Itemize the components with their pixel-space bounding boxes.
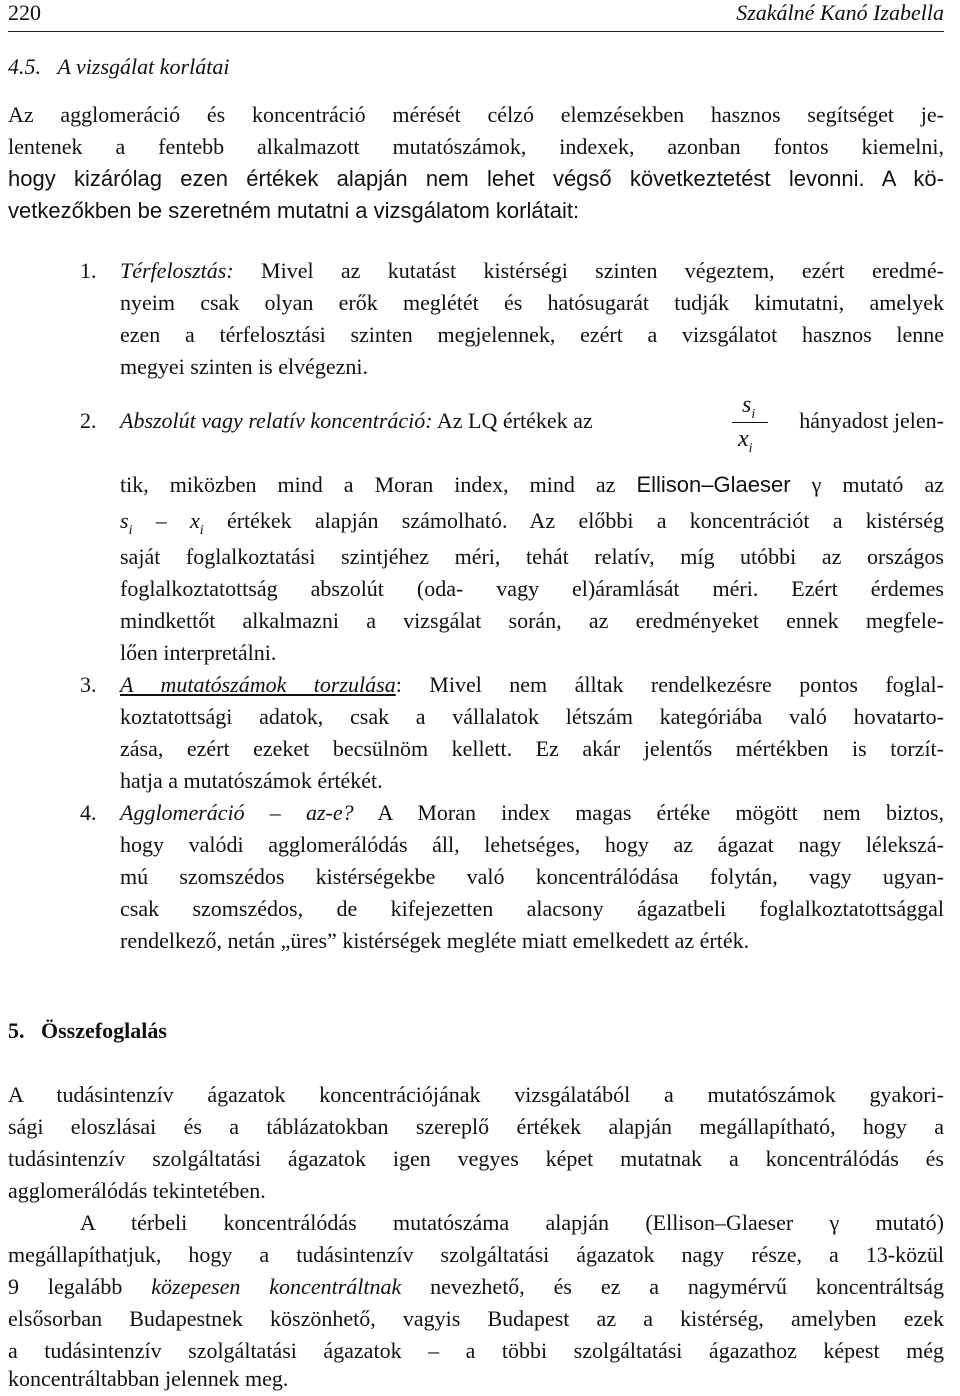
list-line: rendelkező, netán „üres” kistérségek megléte miatt emelkedett az érték. <box>120 928 750 953</box>
list-text: hányadost jelen- <box>799 408 944 433</box>
list-line: saját foglalkoztatási szintjéhez méri, tehát relatív, míg utóbbi az országos <box>120 544 944 569</box>
list-line: foglalkoztatottság abszolút (oda- vagy el)áramlását méri. Ezért érdemes <box>120 576 944 601</box>
paragraph-line: koncentráltabban jelennek meg. <box>8 1366 289 1391</box>
paragraph-line: megállapíthatjuk, hogy a tudásintenzív szolgáltatási ágazatok nagy része, a 13-közül <box>8 1242 944 1267</box>
list-text: A Moran index magas értéke mögött nem biztos, <box>353 800 944 825</box>
paragraph-line: lentenek a fentebb alkalmazott mutatószámok, indexek, azonban fontos kiemelni, <box>8 134 944 159</box>
paragraph-line: Az agglomeráció és koncentráció mérését célzó elemzésekben hasznos segítséget je- <box>8 102 944 127</box>
list-line: lően interpretálni. <box>120 640 277 665</box>
list-line: hogy valódi agglomerálódás áll, lehetséges, hogy az ágazat nagy lélekszá- <box>120 832 944 857</box>
running-author: Szakálné Kanó Izabella <box>736 0 944 25</box>
model-name: Ellison–Glaeser <box>636 472 791 497</box>
fraction-bar <box>732 422 768 423</box>
list-text: Mivel az kutatást kistérségi szinten végeztem, ezért eredmé- <box>261 258 944 283</box>
paragraph-line: elsősorban Budapestnek köszönhető, vagyis Budapest az a kistérség, amelyben ezek <box>8 1306 944 1331</box>
math-x-i: $x_i$ <box>190 508 204 538</box>
list-term: A mutatószámok torzulása <box>120 672 396 697</box>
list-line: mú szomszédos kistérségekbe való koncentrálódása folytán, vagy ugyan- <box>120 864 944 889</box>
list-line: hatja a mutatószámok értékét. <box>120 768 383 793</box>
paragraph-line-emphasis: 9 legalább közepesen koncentráltnak nevezhető, és ez a nagymérvű koncentráltság <box>8 1274 944 1299</box>
list-line: megyei szinten is elvégezni. <box>120 354 369 379</box>
list-item-1-first-line <box>120 258 944 284</box>
section-heading-5: 5. Összefoglalás <box>8 1018 167 1043</box>
paragraph-line: agglomerálódás tekintetében. <box>8 1178 266 1203</box>
list-line: koztatottsági adatok, csak a vállalatok létszám kategóriába való hovatarto- <box>120 704 944 729</box>
page-number: 220 <box>8 0 41 25</box>
header-rule <box>8 31 944 32</box>
paragraph-line: hogy kizárólag ezen értékek alapján nem lehet végső következtetést levonni. A kö- <box>8 166 944 191</box>
page-header <box>8 0 944 30</box>
fraction-si-over-xi <box>732 392 768 462</box>
list-line: mindkettőt alkalmazni a vizsgálat során, az eredményeket ennek megfele- <box>120 608 944 633</box>
list-item-2-first-line <box>120 408 593 434</box>
list-item-2-line-3: $s_i - x_i$ értékek alapján számolható. Az előbbi a koncentrációt a kistérség <box>120 508 945 538</box>
list-item-3-first-line <box>120 672 944 698</box>
fraction-numerator: $s_i$ <box>742 392 756 422</box>
list-term: Abszolút vagy relatív koncentráció: <box>120 408 433 433</box>
list-number: 4. <box>80 800 97 825</box>
list-item-4-first-line <box>120 800 944 826</box>
section-heading-4-5: 4.5. A vizsgálat korlátai <box>8 54 230 79</box>
paragraph-line: A tudásintenzív ágazatok koncentrációjának vizsgálatából a mutatószámok gyakori- <box>8 1082 944 1107</box>
list-item-2-line-2: tik, miközben mind a Moran index, mind az Ellison–Glaeser γ mutató az <box>120 472 944 497</box>
math-s-i: $s_i$ <box>120 508 133 538</box>
list-line: nyeim csak olyan erők meglétét és hatósugarát tudják kimutatni, amelyek <box>120 290 944 315</box>
list-number: 2. <box>80 408 97 433</box>
paragraph-line: a tudásintenzív szolgáltatási ágazatok – a többi szolgáltatási ágazathoz képest még <box>8 1338 944 1363</box>
emphasis-text: közepesen koncentráltnak <box>151 1274 402 1299</box>
list-term: Térfelosztás: <box>120 258 234 283</box>
fraction-denominator: $x_i$ <box>738 426 753 456</box>
paragraph-line: vetkezőkben be szeretném mutatni a vizsgálatom korlátait: <box>8 198 580 223</box>
list-line: zása, ezért ezeket becsülnöm kellett. Ez akár jelentős mértékben is torzít- <box>120 736 944 761</box>
list-text: : Mivel nem álltak rendelkezésre pontos foglal- <box>395 672 944 697</box>
paragraph-line: tudásintenzív szolgáltatási ágazatok igen vegyes képet mutatnak a koncentrálódás és <box>8 1146 944 1171</box>
list-number: 3. <box>80 672 97 697</box>
list-line: csak szomszédos, de kifejezetten alacsony ágazatbeli foglalkoztatottsággal <box>120 896 944 921</box>
list-line: ezen a térfelosztási szinten megjelennek, ezért a vizsgálatot hasznos lenne <box>120 322 944 347</box>
list-text: Az LQ értékek az <box>436 408 593 433</box>
paragraph-first-line: A térbeli koncentrálódás mutatószáma alapján (Ellison–Glaeser γ mutató) <box>80 1210 944 1235</box>
list-number: 1. <box>80 258 97 283</box>
paragraph-line: sági eloszlásai és a táblázatokban szereplő értékek alapján megállapítható, hogy a <box>8 1114 944 1139</box>
list-term: Agglomeráció – az-e? <box>120 800 354 825</box>
